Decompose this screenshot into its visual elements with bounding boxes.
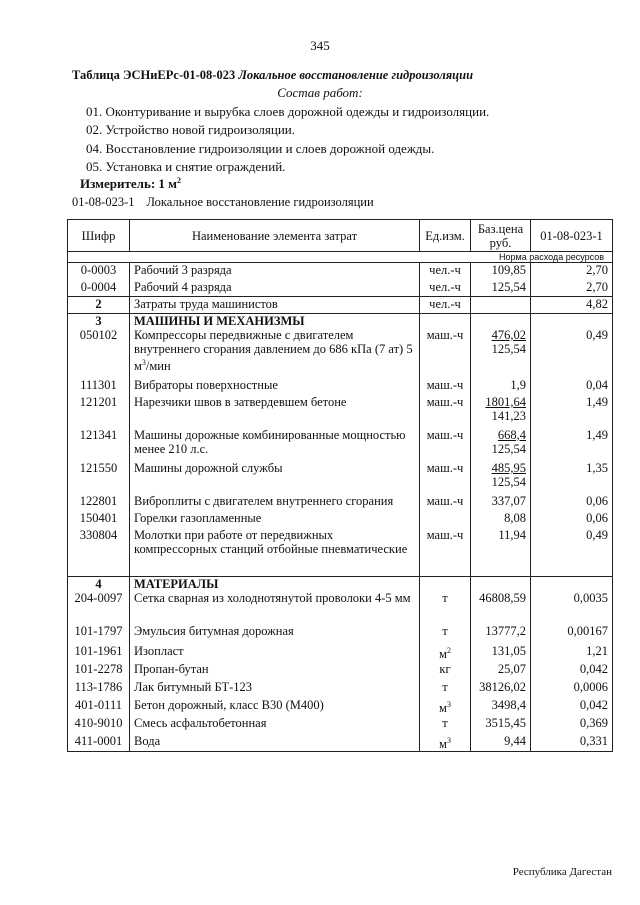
row-price [471,461,531,494]
row-unit-text: м [439,736,447,751]
table-row [68,698,613,716]
table-row [68,263,613,280]
row-value: 0,49 [531,528,613,576]
row-price [471,314,531,329]
row-unit: т [420,680,471,698]
table-row [68,297,613,314]
row-unit: маш.-ч [420,461,471,494]
row-unit: чел.-ч [420,297,471,314]
row-value: 0,042 [531,662,613,680]
table-row [68,428,613,461]
row-code: 204-0097 [68,591,130,624]
row-price-total: 668,4 [497,428,526,442]
table-row [68,494,613,511]
row-name: Машины дорожной службы [130,461,420,494]
row-value: 0,04 [531,378,613,395]
section-code: 3 [68,314,130,329]
row-value [531,576,613,591]
norm-label-row [68,252,613,263]
row-name-exponent: 3 [141,358,146,367]
table-row [68,662,613,680]
row-price: 38126,02 [471,680,531,698]
row-unit: т [420,716,471,734]
row-price-wage: 125,54 [491,442,526,456]
row-unit [420,511,471,528]
row-price: 109,85 [471,263,531,280]
work-composition-list [86,103,489,177]
row-price-wage: 141,23 [491,409,526,423]
row-price: 25,07 [471,662,531,680]
work-item: 01. Оконтуривание и вырубка слоев дорожной одежды и гидроизоляции. [86,104,490,119]
row-code: 121341 [68,428,130,461]
row-name: Нарезчики швов в затвердевшем бетоне [130,395,420,428]
row-price [471,576,531,591]
row-code: 0-0004 [68,280,130,297]
row-name-tail: /мин [145,359,171,373]
row-name: Виброплиты с двигателем внутреннего сгорания [130,494,420,511]
norm-code: 01-08-023-1 [72,195,135,209]
table-row [68,528,613,576]
table-row [68,511,613,528]
row-value: 2,70 [531,280,613,297]
work-item: 04. Восстановление гидроизоляции и слоев дорожной одежды. [86,140,435,156]
row-price [471,328,531,378]
row-code: 150401 [68,511,130,528]
table-row [68,716,613,734]
row-code: 101-1797 [68,624,130,644]
table-header-row [68,220,613,252]
row-name [130,328,420,378]
row-value: 2,70 [531,263,613,280]
row-unit [420,644,471,662]
row-unit [420,698,471,716]
table-row [68,591,613,624]
row-value: 0,331 [531,734,613,752]
section-code: 4 [68,576,130,591]
measurement-label: Измеритель: 1 м [80,176,178,191]
row-name: Рабочий 3 разряда [130,263,420,280]
row-code: 101-2278 [68,662,130,680]
header-name: Наименование элемента затрат [130,220,420,252]
row-value: 0,042 [531,698,613,716]
row-unit [420,576,471,591]
row-unit-text: м [439,700,447,715]
row-unit: маш.-ч [420,428,471,461]
row-code: 0-0003 [68,263,130,280]
measurement-exponent: 2 [177,176,182,185]
row-code: 111301 [68,378,130,395]
work-composition-header: Состав работ: [277,85,363,100]
row-name: Рабочий 4 разряда [130,280,420,297]
row-name-text: Компрессоры передвижные с двигателем внутреннего сгорания давлением до 686 кПа (7 ат) 5 м [134,328,413,373]
row-value: 4,82 [531,297,613,314]
row-unit: маш.-ч [420,328,471,378]
table-title-prefix: Таблица ЭСНиЕРс-01-08-023 [72,68,236,82]
row-code: 410-9010 [68,716,130,734]
row-unit [420,734,471,752]
row-value: 0,0006 [531,680,613,698]
row-unit: маш.-ч [420,528,471,576]
page-number: 345 [310,38,330,53]
table-row [68,280,613,297]
table-row [68,644,613,662]
row-name: Изопласт [130,644,420,662]
row-value: 0,369 [531,716,613,734]
row-code: 401-0111 [68,698,130,716]
row-value [531,314,613,329]
work-item: 05. Установка и снятие ограждений. [86,159,286,175]
row-name: Затраты труда машинистов [130,297,420,314]
row-unit: т [420,591,471,624]
table-row [68,378,613,395]
row-value: 1,35 [531,461,613,494]
row-value: 0,00167 [531,624,613,644]
row-code: 121201 [68,395,130,428]
section-row [68,314,613,329]
row-name: Машины дорожные комбинированные мощностью менее 210 л.с. [130,428,420,461]
norm-label: Норма расхода ресурсов [68,252,613,263]
section-title: МАТЕРИАЛЫ [130,576,420,591]
row-code: 121550 [68,461,130,494]
footer-region: Республика Дагестан [512,866,612,878]
row-price [471,395,531,428]
table-row [68,624,613,644]
table-row [68,395,613,428]
row-price: 337,07 [471,494,531,511]
row-name: Пропан-бутан [130,662,420,680]
row-value: 1,21 [531,644,613,662]
row-price: 131,05 [471,644,531,662]
header-price: Баз.цена руб. [471,220,531,252]
row-value: 0,0035 [531,591,613,624]
row-unit [420,314,471,329]
row-name: Вода [130,734,420,752]
row-value: 1,49 [531,428,613,461]
row-code: 330804 [68,528,130,576]
row-price: 3498,4 [471,698,531,716]
row-unit: чел.-ч [420,280,471,297]
row-price: 8,08 [471,511,531,528]
header-code: Шифр [68,220,130,252]
table-title [72,68,473,83]
table-row [68,680,613,698]
row-unit-text: м [439,646,447,661]
section-row [68,576,613,591]
row-price: 11,94 [471,528,531,576]
row-unit: маш.-ч [420,395,471,428]
row-name: Бетон дорожный, класс В30 (М400) [130,698,420,716]
row-price: 1,9 [471,378,531,395]
row-unit: маш.-ч [420,494,471,511]
row-price-total: 476,02 [491,328,526,342]
row-name: Лак битумный БТ-123 [130,680,420,698]
row-code: 101-1961 [68,644,130,662]
section-title: МАШИНЫ И МЕХАНИЗМЫ [130,314,420,329]
row-value: 0,06 [531,511,613,528]
row-price-wage: 125,54 [491,342,526,356]
row-name: Сетка сварная из холоднотянутой проволоки 4-5 мм [130,591,420,624]
resource-norm-table [67,219,613,752]
row-unit: кг [420,662,471,680]
row-code: 2 [68,297,130,314]
row-price-wage: 125,54 [491,475,526,489]
row-name: Вибраторы поверхностные [130,378,420,395]
row-unit: маш.-ч [420,378,471,395]
work-item: 02. Устройство новой гидроизоляции. [86,122,296,138]
row-price: 46808,59 [471,591,531,624]
row-name: Смесь асфальтобетонная [130,716,420,734]
table-row [68,328,613,378]
row-code: 113-1786 [68,680,130,698]
norm-code-line [72,195,374,210]
row-code: 122801 [68,494,130,511]
row-name: Эмульсия битумная дорожная [130,624,420,644]
row-price: 9,44 [471,734,531,752]
row-unit: чел.-ч [420,263,471,280]
row-price: 125,54 [471,280,531,297]
row-value: 1,49 [531,395,613,428]
row-name: Молотки при работе от передвижных компрессорных станций отбойные пневматические [130,528,420,576]
row-value: 0,06 [531,494,613,511]
norm-code-text: Локальное восстановление гидроизоляции [146,195,374,209]
row-unit-exponent: 3 [446,699,451,709]
measurement-unit [80,176,181,192]
row-price-total: 485,95 [491,461,526,475]
table-title-name: Локальное восстановление гидроизоляции [238,68,474,82]
row-value: 0,49 [531,328,613,378]
row-code: 050102 [68,328,130,378]
row-price-total: 1801,64 [485,395,526,409]
row-unit-exponent: 2 [446,645,451,655]
header-unit: Ед.изм. [420,220,471,252]
table-row [68,734,613,752]
header-norm-code: 01-08-023-1 [531,220,613,252]
row-unit: т [420,624,471,644]
row-unit-exponent: 3 [446,735,451,745]
row-price [471,297,531,314]
row-price [471,428,531,461]
row-price: 3515,45 [471,716,531,734]
row-code: 411-0001 [68,734,130,752]
table-row [68,461,613,494]
row-price: 13777,2 [471,624,531,644]
row-name: Горелки газопламенные [130,511,420,528]
